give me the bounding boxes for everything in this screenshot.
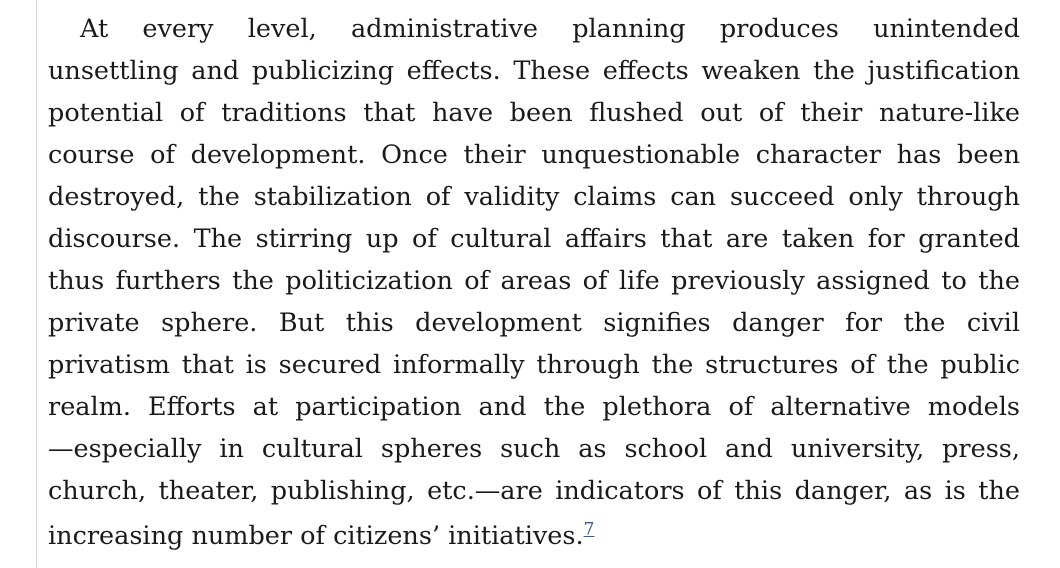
text-line-13-text: increasing number of citizens’ initiatives. <box>48 521 584 551</box>
left-margin-rule <box>36 0 37 568</box>
text-line-1: At every level, administrative planning produces unintended <box>80 14 1020 44</box>
footnote-link[interactable]: 7 <box>583 519 595 540</box>
text-line-3: potential of traditions that have been flushed out of their nature-like <box>48 98 1020 128</box>
text-line-9: privatism that is secured informally through the structures of the public <box>48 350 1020 380</box>
text-line-10: realm. Efforts at participation and the plethora of alternative models <box>48 392 1020 422</box>
text-line-7: thus furthers the politicization of areas of life previously assigned to the <box>48 266 1020 296</box>
body-paragraph <box>48 8 1020 556</box>
text-line-13 <box>48 512 1020 556</box>
text-line-8: private sphere. But this development signifies danger for the civil <box>48 308 1020 338</box>
text-line-6: discourse. The stirring up of cultural affairs that are taken for granted <box>48 224 1020 254</box>
text-line-4: course of development. Once their unquestionable character has been <box>48 140 1020 170</box>
text-line-11: —especially in cultural spheres such as school and university, press, <box>48 434 1020 464</box>
text-line-12: church, theater, publishing, etc.—are indicators of this danger, as is the <box>48 476 1020 506</box>
text-line-5: destroyed, the stabilization of validity claims can succeed only through <box>48 182 1020 212</box>
text-line-2: unsettling and publicizing effects. These effects weaken the justification <box>48 56 1020 86</box>
